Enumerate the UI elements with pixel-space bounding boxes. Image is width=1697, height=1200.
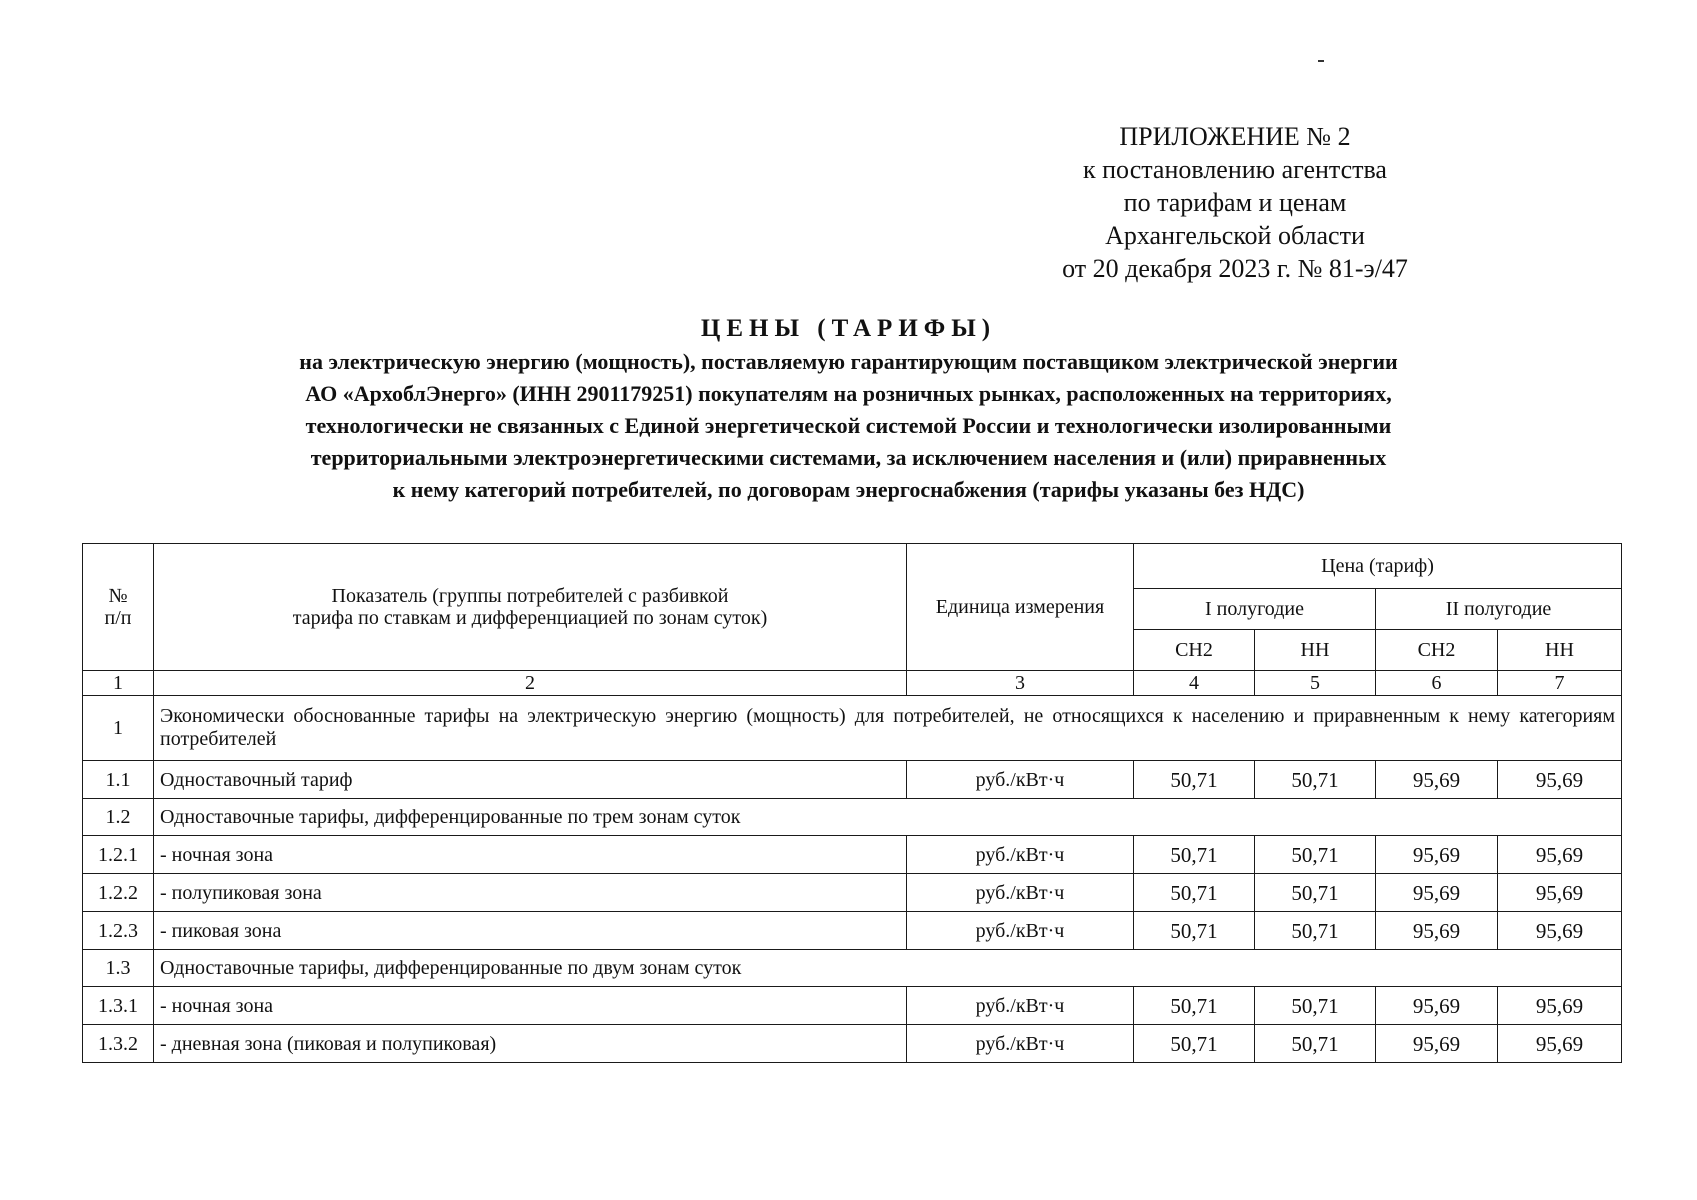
- value-nn-half-1: 50,71: [1255, 912, 1376, 950]
- row-label: - ночная зона: [154, 987, 907, 1025]
- row-unit: руб./кВт·ч: [907, 761, 1134, 799]
- table-row: [83, 912, 1622, 950]
- value-ch2-half-2: 95,69: [1376, 874, 1498, 912]
- header-half-2: II полугодие: [1376, 589, 1622, 630]
- column-number: 2: [154, 671, 907, 696]
- value-nn-half-1: 50,71: [1255, 987, 1376, 1025]
- value-ch2-half-1: 50,71: [1134, 912, 1255, 950]
- row-label: Одноставочные тарифы, дифференцированные по двум зонам суток: [154, 950, 1622, 987]
- header-num: [83, 544, 154, 671]
- column-number: 5: [1255, 671, 1376, 696]
- column-number: 4: [1134, 671, 1255, 696]
- value-nn-half-2: 95,69: [1498, 912, 1622, 950]
- value-ch2-half-1: 50,71: [1134, 874, 1255, 912]
- value-nn-half-2: 95,69: [1498, 1025, 1622, 1063]
- header-indicator-line: тарифа по ставкам и дифференциацией по зонам суток): [292, 607, 768, 629]
- subtitle-line: АО «АрхоблЭнерго» (ИНН 2901179251) покупателям на розничных рынках, расположенных на территориях,: [305, 381, 1392, 406]
- header-num-line: п/п: [104, 607, 132, 629]
- scan-speck: [1318, 60, 1324, 62]
- header-price: Цена (тариф): [1134, 544, 1622, 589]
- value-ch2-half-2: 95,69: [1376, 836, 1498, 874]
- row-label: - ночная зона: [154, 836, 907, 874]
- row-label: - пиковая зона: [154, 912, 907, 950]
- value-ch2-half-1: 50,71: [1134, 836, 1255, 874]
- header-nn-half-1: НН: [1255, 630, 1376, 671]
- row-number: 1.3.1: [83, 987, 154, 1025]
- document-title: ЦЕНЫ (ТАРИФЫ): [700, 315, 997, 342]
- row-number: 1.3: [83, 950, 154, 987]
- header-ch2-half-2: СН2: [1376, 630, 1498, 671]
- subtitle-line: территориальными электроэнергетическими системами, за исключением населения и (или) приравненных: [310, 445, 1387, 470]
- table-row: [83, 761, 1622, 799]
- row-number: 1.2: [83, 799, 154, 836]
- appendix-date: от 20 декабря 2023 г. № 81-э/47: [1062, 254, 1408, 283]
- document-heading: [60, 312, 1637, 506]
- table-row: [83, 874, 1622, 912]
- row-number: 1.1: [83, 761, 154, 799]
- subtitle-line: технологически не связанных с Единой энергетической системой России и технологически изолированными: [305, 413, 1392, 438]
- column-number: 1: [83, 671, 154, 696]
- group-row: [83, 950, 1622, 987]
- group-row: [83, 799, 1622, 836]
- value-ch2-half-2: 95,69: [1376, 987, 1498, 1025]
- value-nn-half-2: 95,69: [1498, 836, 1622, 874]
- column-number: 6: [1376, 671, 1498, 696]
- column-number: 3: [907, 671, 1134, 696]
- row-label: Одноставочные тарифы, дифференцированные по трем зонам суток: [154, 799, 1622, 836]
- table-row: [83, 836, 1622, 874]
- value-nn-half-2: 95,69: [1498, 761, 1622, 799]
- value-ch2-half-2: 95,69: [1376, 761, 1498, 799]
- row-number: 1: [83, 696, 154, 761]
- row-unit: руб./кВт·ч: [907, 836, 1134, 874]
- row-unit: руб./кВт·ч: [907, 912, 1134, 950]
- document-subtitle: [109, 346, 1589, 506]
- tariff-table: [82, 543, 1622, 1063]
- value-ch2-half-2: 95,69: [1376, 1025, 1498, 1063]
- row-unit: руб./кВт·ч: [907, 1025, 1134, 1063]
- value-nn-half-2: 95,69: [1498, 987, 1622, 1025]
- appendix-line: по тарифам и ценам: [1123, 188, 1347, 217]
- appendix-title: ПРИЛОЖЕНИЕ № 2: [1119, 122, 1351, 151]
- appendix-line: к постановлению агентства: [1083, 155, 1387, 184]
- row-number: 1.3.2: [83, 1025, 154, 1063]
- row-label: Одноставочный тариф: [154, 761, 907, 799]
- header-indicator: [154, 544, 907, 671]
- row-unit: руб./кВт·ч: [907, 874, 1134, 912]
- value-ch2-half-1: 50,71: [1134, 761, 1255, 799]
- value-nn-half-1: 50,71: [1255, 1025, 1376, 1063]
- value-nn-half-2: 95,69: [1498, 874, 1622, 912]
- table-row: [83, 987, 1622, 1025]
- value-nn-half-1: 50,71: [1255, 874, 1376, 912]
- subtitle-line: к нему категорий потребителей, по договорам энергоснабжения (тарифы указаны без НДС): [392, 477, 1305, 502]
- table-row: [83, 1025, 1622, 1063]
- header-nn-half-2: НН: [1498, 630, 1622, 671]
- row-unit: руб./кВт·ч: [907, 987, 1134, 1025]
- value-nn-half-1: 50,71: [1255, 836, 1376, 874]
- value-ch2-half-1: 50,71: [1134, 987, 1255, 1025]
- row-number: 1.2.3: [83, 912, 154, 950]
- header-unit: Единица измерения: [907, 544, 1134, 671]
- header-num-line: №: [108, 585, 128, 607]
- row-label: - полупиковая зона: [154, 874, 907, 912]
- row-label: Экономически обоснованные тарифы на электрическую энергию (мощность) для потребителей, не относящихся к населению и приравненным к нему категориям потребителей: [154, 696, 1622, 761]
- appendix-line: Архангельской области: [1105, 221, 1365, 250]
- header-ch2-half-1: СН2: [1134, 630, 1255, 671]
- header-indicator-line: Показатель (группы потребителей с разбивкой: [331, 585, 729, 607]
- row-number: 1.2.1: [83, 836, 154, 874]
- value-nn-half-1: 50,71: [1255, 761, 1376, 799]
- header-half-1: I полугодие: [1134, 589, 1376, 630]
- appendix-header: [1010, 120, 1460, 285]
- value-ch2-half-1: 50,71: [1134, 1025, 1255, 1063]
- column-number: 7: [1498, 671, 1622, 696]
- row-label: - дневная зона (пиковая и полупиковая): [154, 1025, 907, 1063]
- subtitle-line: на электрическую энергию (мощность), поставляемую гарантирующим поставщиком электрической энергии: [299, 349, 1398, 374]
- row-number: 1.2.2: [83, 874, 154, 912]
- section-row: [83, 696, 1622, 761]
- value-ch2-half-2: 95,69: [1376, 912, 1498, 950]
